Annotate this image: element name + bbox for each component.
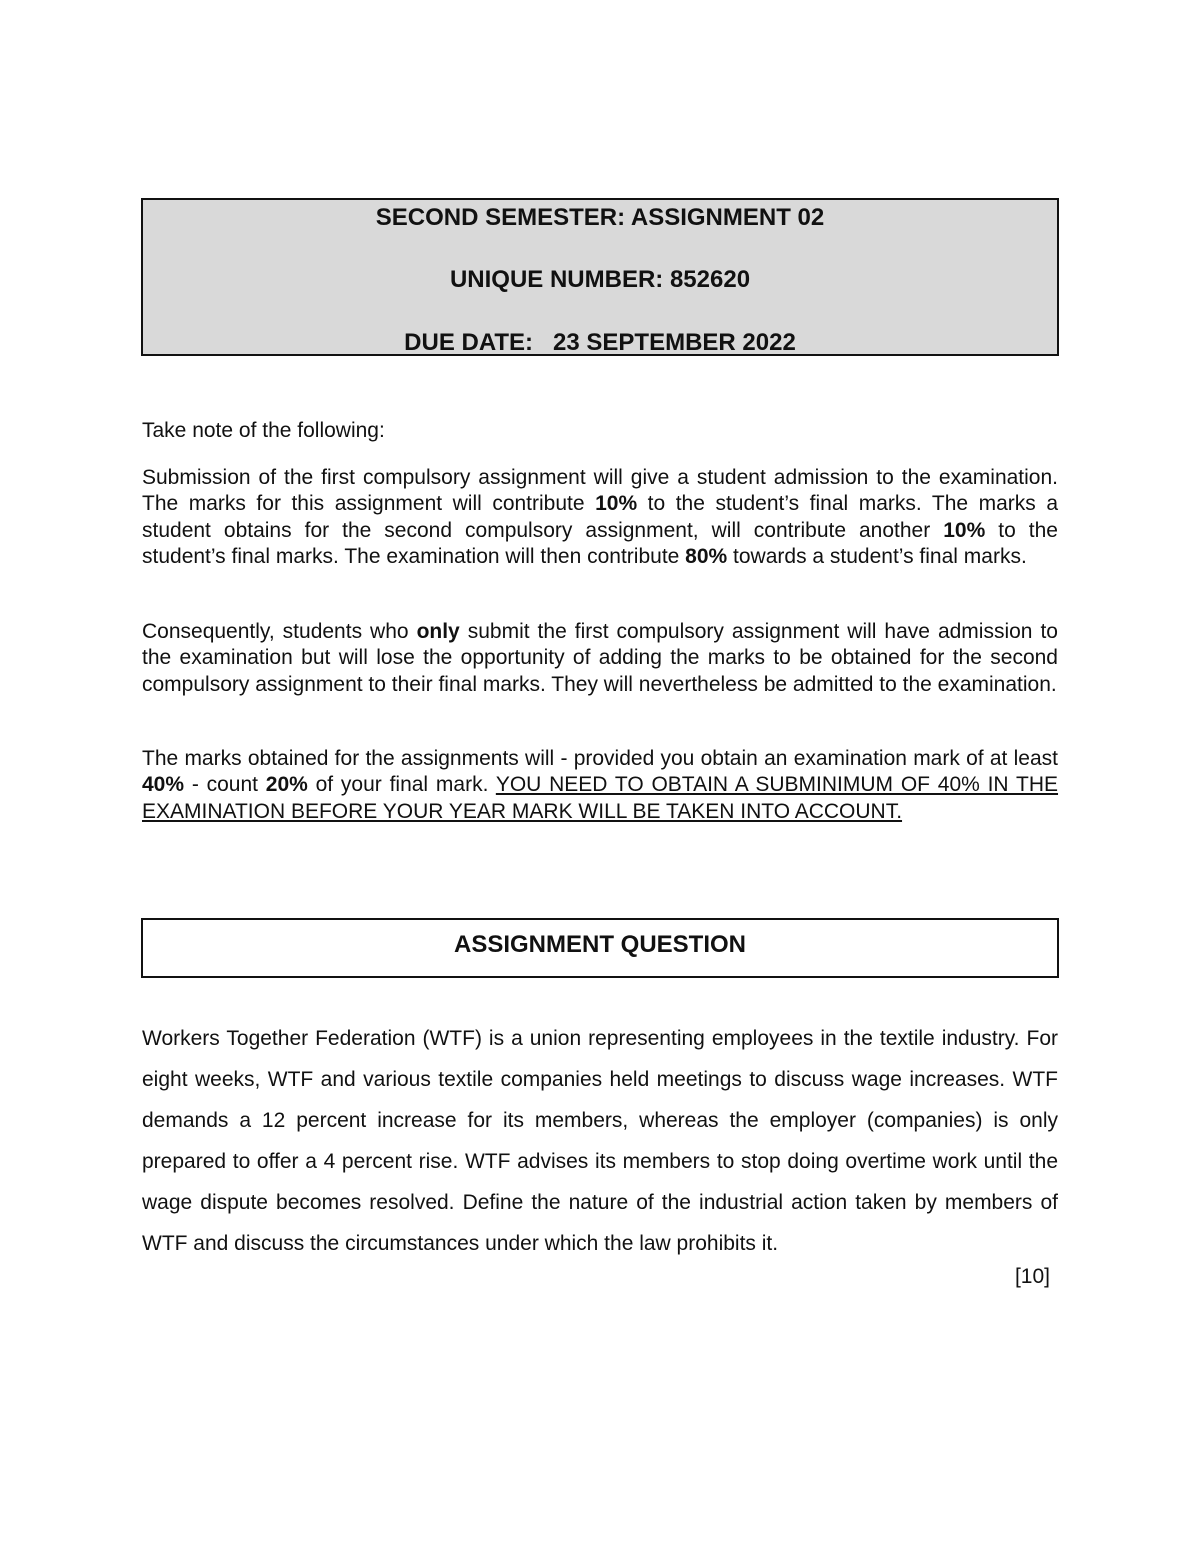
assignment-question-heading-box xyxy=(141,918,1059,978)
unique-number: UNIQUE NUMBER: 852620 xyxy=(449,266,751,293)
note-title: Take note of the following: xyxy=(142,419,385,442)
semester-assignment-title: SECOND SEMESTER: ASSIGNMENT 02 xyxy=(375,204,825,231)
consequently-paragraph: Consequently, students who only submit the first compulsory assignment will have admission to the examination but will lose the opportunity of adding the marks to be obtained for the second compulsory assignment to their final marks. They will nevertheless be admitted to the examination. xyxy=(142,620,1058,696)
question-text: Workers Together Federation (WTF) is a union representing employees in the textile industry. For eight weeks, WTF and various textile companies held meetings to discuss wage increases. WTF demands a 12 percent increase for its members, whereas the employer (companies) is only prepared to offer a 4 percent rise. WTF advises its members to stop doing overtime work until the wage dispute becomes resolved. Define the nature of the industrial action taken by members of WTF and discuss the circumstances under which the law prohibits it. xyxy=(142,1027,1058,1255)
question-marks: [10] xyxy=(1014,1265,1050,1288)
assignment-header-box xyxy=(141,198,1059,356)
marks-paragraph: The marks obtained for the assignments will - provided you obtain an examination mark of at least 40% - count 20% of your final mark. YOU NEED TO OBTAIN A SUBMINIMUM OF 40% IN THE EXAMINATION BEFORE YOUR YEAR MARK WILL BE TAKEN INTO ACCOUNT. xyxy=(142,747,1059,823)
due-date: DUE DATE: 23 SEPTEMBER 2022 xyxy=(404,329,796,356)
subminimum-warning: YOU NEED TO OBTAIN A SUBMINIMUM OF 40% IN THE EXAMINATION BEFORE YOUR YEAR MARK WILL BE TAKEN INTO ACCOUNT. xyxy=(142,773,1059,823)
assignment-question-heading: ASSIGNMENT QUESTION xyxy=(453,931,747,958)
submission-paragraph: Submission of the first compulsory assignment will give a student admission to the examination. The marks for this assignment will contribute 10% to the student’s final marks. The marks a student obtains for the second compulsory assignment, will contribute another 10% to the student’s final marks. The examination will then contribute 80% towards a student’s final marks. xyxy=(142,466,1058,568)
